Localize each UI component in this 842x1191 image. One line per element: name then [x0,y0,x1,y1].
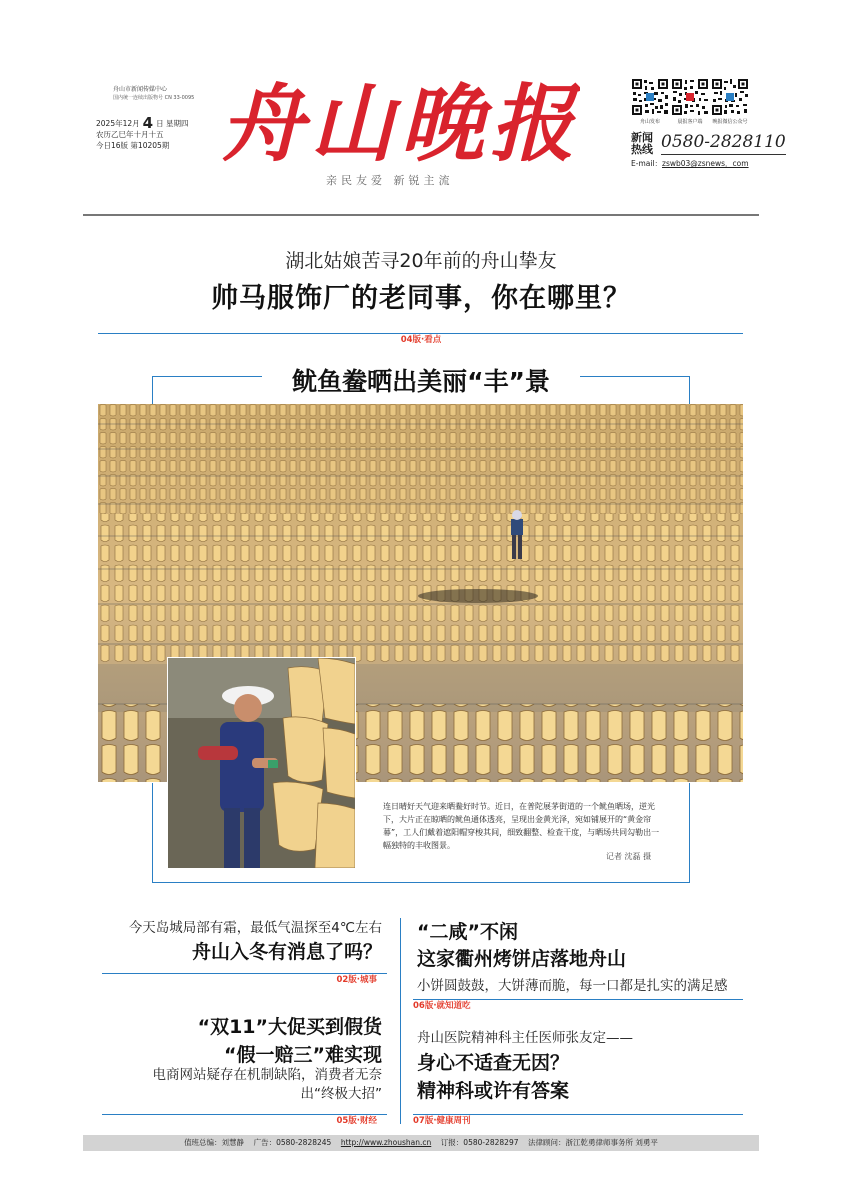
hotline-number[interactable]: 0580-2828110 [661,132,786,155]
section-tag[interactable]: 07版·健康周刊 [413,1116,476,1126]
footer-legal: 法律顾问：浙江乾勇律师事务所 刘勇平 [528,1138,658,1147]
masthead-logo [220,58,580,178]
lead-section-tag[interactable]: 04版·看点 [396,335,447,345]
qr-label: 晨报客户端 [677,119,703,125]
lead-headline[interactable]: 帅马服饰厂的老同事，你在哪里？ [211,283,631,314]
section-tag[interactable]: 06版·就知道吃 [413,1001,476,1011]
page-count: 今日16版 第10205期 [96,141,170,150]
frame-line [152,783,153,883]
slogan: 亲民友爱 新锐主流 [326,174,454,187]
qr-code-icon [711,78,749,116]
column-divider [400,918,401,1124]
lunar-date: 农历乙巳年十月十五 [96,130,164,139]
photo-credit: 记者 沈磊 摄 [606,852,652,861]
photo-caption: 连日晴好天气迎来晒鲞好时节。近日，在普陀展茅街道的一个鱿鱼晒场，逆光下，大片正在晾晒的鱿鱼通体透亮，呈现出金黄光泽，宛如铺展开的“黄金帘幕”，工人们戴着遮阳帽穿梭其间，细致翻整、检查干度，与晒场共同勾勒出一幅独特的丰收图景。 [383,802,660,850]
issue-date: 2025年12月 4 日 星期四 农历乙巳年十月十五 今日16版 第10205期 [96,114,189,150]
story-kicker: 舟山医院精神科主任医师张友定—— [417,1030,633,1046]
qr-label: 晚报微信公众号 [712,119,748,125]
story-headline-line2[interactable]: 精神科或许有答案 [417,1080,570,1102]
story-headline-line2[interactable]: 这家衢州烤饼店落地舟山 [417,948,627,970]
masthead-divider [83,214,759,216]
feature-title[interactable]: 鱿鱼鲞晒出美丽“丰”景 [292,367,550,396]
footer-website-link[interactable]: http://www.zhoushan.cn [340,1138,432,1147]
story-headline[interactable]: 身心不适查无因？ [417,1052,570,1074]
story-summary: 电商网站疑存在机制缺陷，消费者无奈出“终极大招” [152,1067,382,1102]
masthead-title: 舟山晚报 [220,74,580,173]
lead-kicker: 湖北姑娘苦寻20年前的舟山挚友 [285,250,557,272]
footer-ad: 广告：0580-2828245 [253,1138,332,1147]
issue-day: 4 [142,114,154,132]
footer-editor: 值班总编：刘慧静 [184,1138,245,1147]
footer-subscribe: 订报：0580-2828297 [440,1138,519,1147]
footer-bar [83,1135,759,1151]
story-headline-line2[interactable]: “假一赔三”难实现 [224,1044,382,1066]
story-headline[interactable]: “双11”大促买到假货 [197,1016,382,1038]
story-headline[interactable]: “二咸”不闲 [417,921,518,943]
section-tag[interactable]: 02版·城事 [331,975,382,985]
story-headline[interactable]: 舟山入冬有消息了吗？ [191,941,382,963]
hotline-label: 新闻热线 [631,131,653,156]
frame-line [152,882,690,883]
frame-line [689,783,690,883]
qr-label: 舟山发布 [639,119,660,125]
qr-code-icon [671,78,709,116]
registration-number: 国内统一连续出版物号 CN 33-0095 [113,95,195,101]
email-line: E-mail：zswb03@zsnews．com [631,159,749,168]
qr-code-icon [631,78,669,116]
inset-photo[interactable] [167,657,356,869]
story-kicker: 今天岛城局部有霜，最低气温探至4℃左右 [128,920,382,936]
story-summary: 小饼圆鼓鼓，大饼薄而脆，每一口都是扎实的满足感 [417,978,728,994]
section-tag[interactable]: 05版·财经 [331,1116,382,1126]
email-link[interactable]: zswb03@zsnews．com [662,159,749,168]
publisher-info [113,86,223,102]
publisher-name: 舟山市新闻传媒中心 [113,86,168,93]
